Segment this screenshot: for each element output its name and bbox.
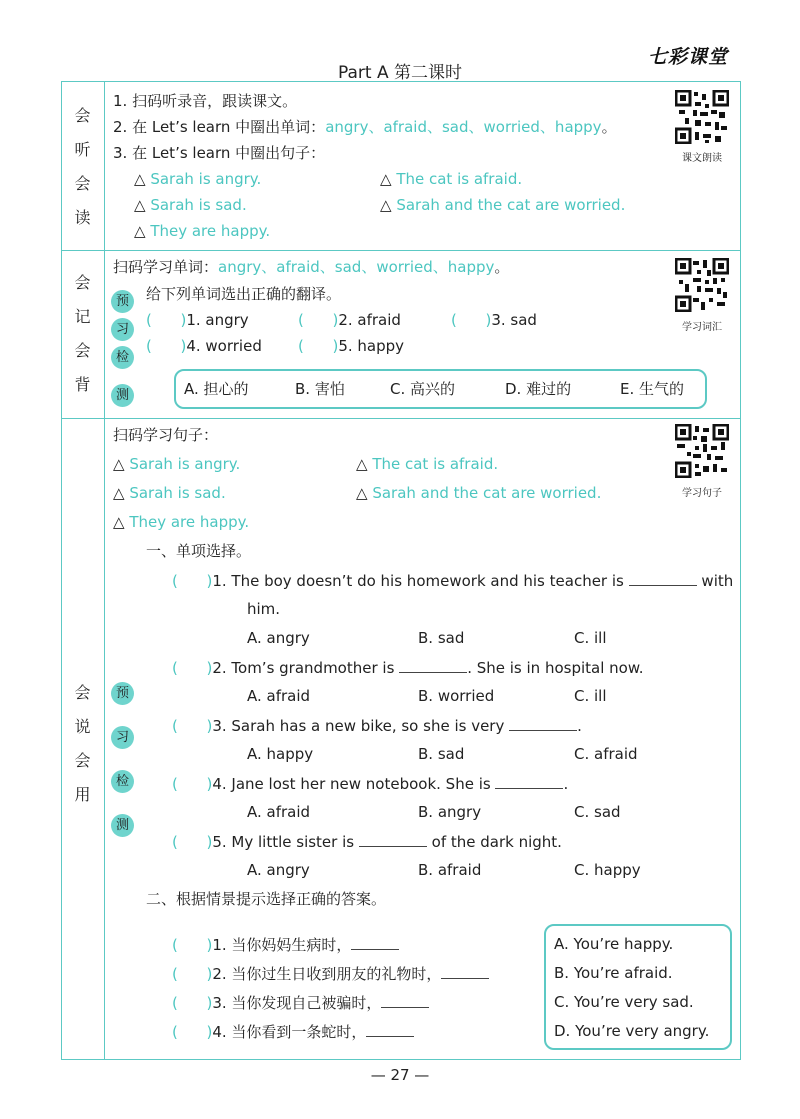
- answer-option: A. You’re happy.: [554, 935, 674, 953]
- answer-option: C. You’re very sad.: [554, 993, 694, 1011]
- section-label-memorize: 会 记 会 背: [74, 273, 91, 394]
- sentence-item: △ Sarah and the cat are worried.: [380, 196, 626, 214]
- preview-badge: 预: [111, 290, 134, 313]
- instruction-2: 2. 在 Let’s learn 中圈出单词：angry、afraid、sad、worried、happy。: [113, 118, 617, 136]
- sentence-item: △ Sarah is sad.: [113, 484, 226, 502]
- brand-logo: 七彩课堂: [648, 46, 729, 68]
- option: A. 担心的: [184, 380, 249, 398]
- question-4[interactable]: ( )4. Jane lost her new notebook. She is .: [172, 775, 569, 793]
- section-label-speak-use: 会 说 会 用: [74, 683, 91, 804]
- preview-badge: 预: [111, 682, 134, 705]
- option[interactable]: C. afraid: [574, 745, 638, 763]
- qr-code-icon[interactable]: [675, 90, 729, 144]
- vocab-item[interactable]: ( )4. worried: [146, 337, 262, 355]
- sentence-item: △ They are happy.: [134, 222, 271, 240]
- option[interactable]: A. angry: [247, 629, 310, 647]
- sentence-intro: 扫码学习句子：: [113, 426, 219, 444]
- vocab-item[interactable]: ( )2. afraid: [298, 311, 401, 329]
- option[interactable]: A. afraid: [247, 803, 311, 821]
- option[interactable]: A. happy: [247, 745, 314, 763]
- word-intro: 扫码学习单词：angry、afraid、sad、worried、happy。: [113, 258, 510, 276]
- vocab-item[interactable]: ( )1. angry: [146, 311, 249, 329]
- qr-caption: 学习词汇: [682, 322, 722, 333]
- vocab-item[interactable]: ( )3. sad: [451, 311, 537, 329]
- part1-title: 一、单项选择。: [146, 542, 252, 560]
- divider: [61, 418, 741, 419]
- situation-4[interactable]: ( )4. 当你看到一条蛇时，: [172, 1022, 414, 1041]
- preview-badge: 习: [111, 318, 134, 341]
- question-2[interactable]: ( )2. Tom’s grandmother is . She is in hospital now.: [172, 659, 644, 677]
- answer-option: D. You’re very angry.: [554, 1022, 710, 1040]
- section-label-listen-read: 会 听 会 读: [74, 106, 91, 227]
- option: D. 难过的: [505, 380, 572, 398]
- preview-badge: 习: [111, 726, 134, 749]
- option: B. 害怕: [295, 380, 345, 398]
- option[interactable]: B. worried: [418, 687, 495, 705]
- option: E. 生气的: [620, 380, 685, 398]
- divider: [61, 250, 741, 251]
- option: C. 高兴的: [390, 380, 456, 398]
- part2-title: 二、根据情景提示选择正确的答案。: [146, 890, 387, 908]
- qr-code-icon[interactable]: [675, 424, 729, 478]
- page-number: — 27 —: [370, 1066, 430, 1084]
- question-1-cont: him.: [247, 600, 281, 618]
- option[interactable]: B. angry: [418, 803, 482, 821]
- question-1[interactable]: ( )1. The boy doesn’t do his homework and his teacher is with: [172, 572, 734, 590]
- sentence-item: △ Sarah is angry.: [134, 170, 262, 188]
- option[interactable]: C. sad: [574, 803, 621, 821]
- situation-1[interactable]: ( )1. 当你妈妈生病时，: [172, 935, 399, 954]
- sentence-item: △ The cat is afraid.: [356, 455, 499, 473]
- instruction: 给下列单词选出正确的翻译。: [146, 285, 342, 303]
- option[interactable]: C. ill: [574, 629, 607, 647]
- sentence-item: △ The cat is afraid.: [380, 170, 523, 188]
- qr-caption: 课文朗读: [682, 153, 722, 164]
- question-5[interactable]: ( )5. My little sister is of the dark night.: [172, 833, 562, 851]
- option[interactable]: B. afraid: [418, 861, 482, 879]
- sentence-item: △ Sarah is sad.: [134, 196, 247, 214]
- question-3[interactable]: ( )3. Sarah has a new bike, so she is very .: [172, 717, 582, 735]
- answer-option: B. You’re afraid.: [554, 964, 673, 982]
- preview-badge: 检: [111, 346, 134, 369]
- preview-badge: 测: [111, 814, 134, 837]
- preview-badge: 检: [111, 770, 134, 793]
- vocab-item[interactable]: ( )5. happy: [298, 337, 405, 355]
- option[interactable]: C. ill: [574, 687, 607, 705]
- sentence-item: △ They are happy.: [113, 513, 250, 531]
- qr-code-icon[interactable]: [675, 258, 729, 312]
- sentence-item: △ Sarah is angry.: [113, 455, 241, 473]
- option[interactable]: A. angry: [247, 861, 310, 879]
- preview-badge: 测: [111, 384, 134, 407]
- situation-2[interactable]: ( )2. 当你过生日收到朋友的礼物时，: [172, 964, 489, 983]
- option[interactable]: B. sad: [418, 629, 465, 647]
- situation-3[interactable]: ( )3. 当你发现自己被骗时，: [172, 993, 429, 1012]
- instruction-1: 1. 扫码听录音，跟读课文。: [113, 92, 298, 110]
- page-title: Part A 第二课时: [338, 63, 462, 83]
- option[interactable]: C. happy: [574, 861, 641, 879]
- option[interactable]: B. sad: [418, 745, 465, 763]
- instruction-3: 3. 在 Let’s learn 中圈出句子：: [113, 144, 326, 162]
- qr-caption: 学习句子: [682, 488, 722, 499]
- option[interactable]: A. afraid: [247, 687, 311, 705]
- sentence-item: △ Sarah and the cat are worried.: [356, 484, 602, 502]
- divider: [104, 81, 105, 1060]
